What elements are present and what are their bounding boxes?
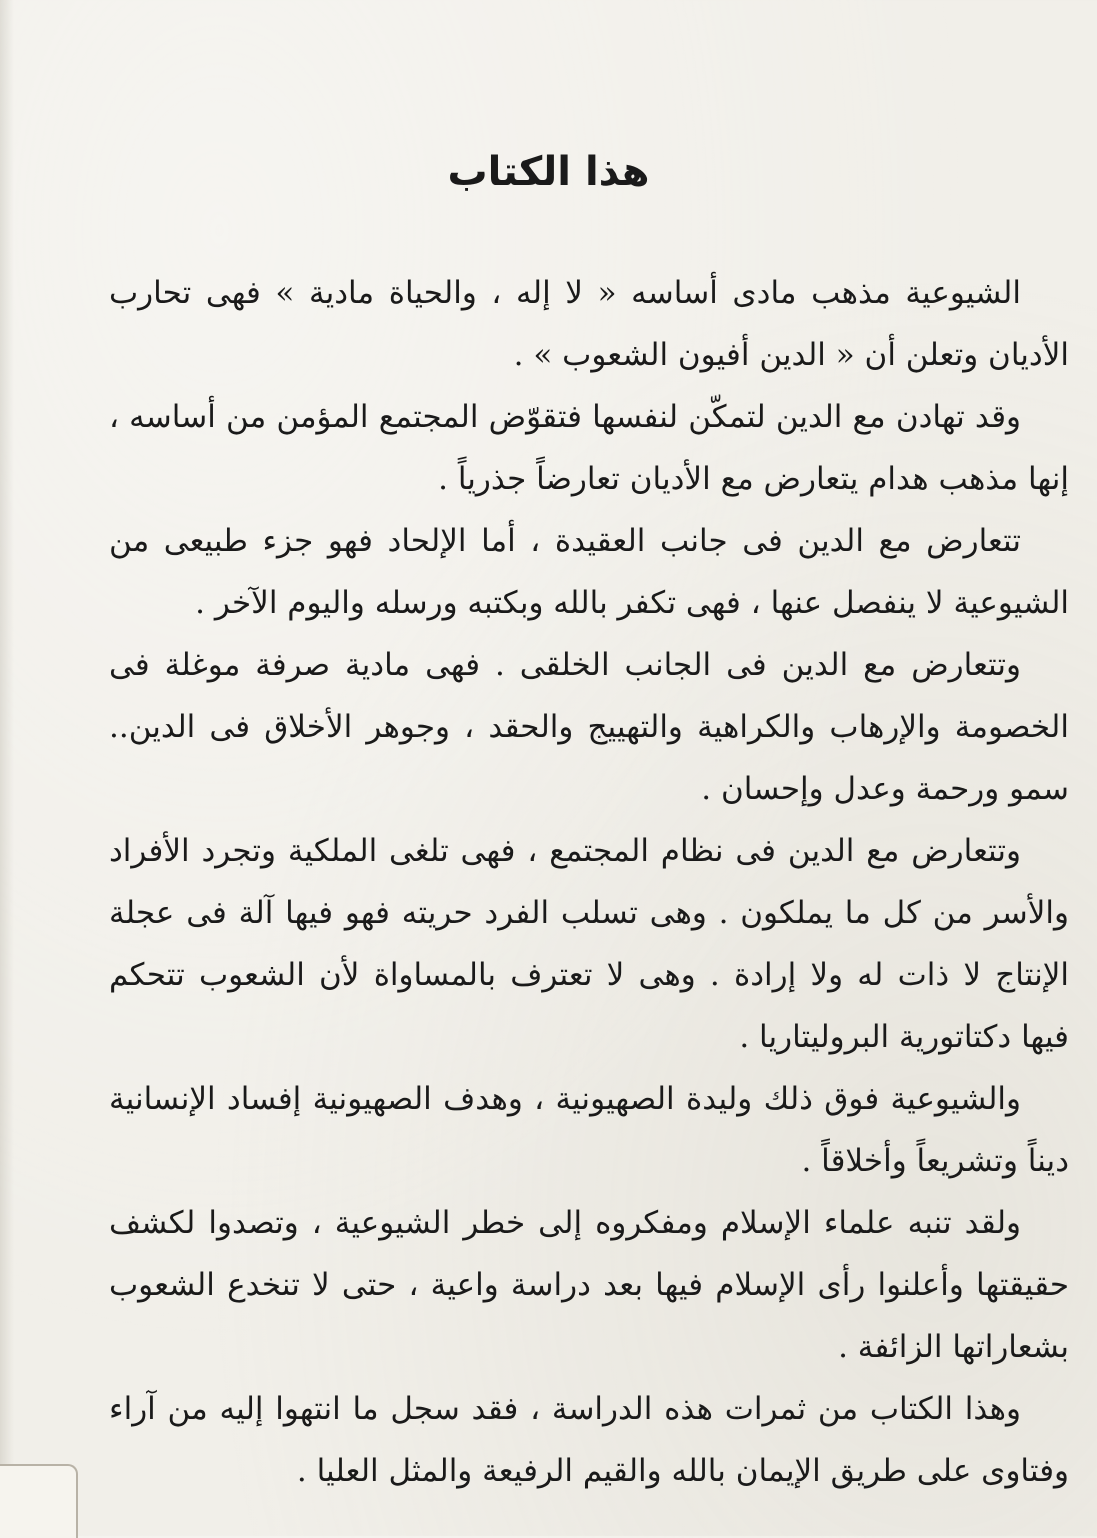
paragraph-7: ولقد تنبه علماء الإسلام ومفكروه إلى خطر الشيوعية ، وتصدوا لكشف حقيقتها وأعلنوا رأى الإسلام فيها بعد دراسة واعية ، حتى لا تنخدع الشعوب بشعاراتها الزائفة . — [109, 1205, 1069, 1365]
body-text — [109, 262, 1069, 1502]
paragraph-5: وتتعارض مع الدين فى نظام المجتمع ، فهى تلغى الملكية وتجرد الأفراد والأسر من كل ما يملكون . وهى تسلب الفرد حريته فهو فيها آلة فى عجلة الإنتاج لا ذات له ولا إرادة . وهى لا تعترف بالمساواة لأن الشعوب تتحكم فيها دكتاتورية البروليتاريا . — [109, 833, 1069, 1055]
paragraph-6: والشيوعية فوق ذلك وليدة الصهيونية ، وهدف الصهيونية إفساد الإنسانية ديناً وتشريعاً وأخلاقاً . — [109, 1081, 1069, 1179]
page-edge-shadow — [0, 0, 14, 1536]
paragraph-2: وقد تهادن مع الدين لتمكّن لنفسها فتقوّض المجتمع المؤمن من أساسه ، إنها مذهب هدام يتعارض مع الأديان تعارضاً جذرياً . — [109, 399, 1069, 497]
paragraph-1: الشيوعية مذهب مادى أساسه « لا إله ، والحياة مادية » فهى تحارب الأديان وتعلن أن « الدين أفيون الشعوب » . — [109, 275, 1069, 373]
page-title: هذا الكتاب — [447, 149, 650, 195]
paragraph-4: وتتعارض مع الدين فى الجانب الخلقى . فهى مادية صرفة موغلة فى الخصومة والإرهاب والكراهية والتهييج والحقد ، وجوهر الأخلاق فى الدين.. سمو ورحمة وعدل وإحسان . — [109, 647, 1069, 807]
paragraph-8: وهذا الكتاب من ثمرات هذه الدراسة ، فقد سجل ما انتهوا إليه من آراء وفتاوى على طريق الإيمان بالله والقيم الرفيعة والمثل العليا . — [109, 1391, 1069, 1489]
page-tab-mark — [0, 1464, 78, 1538]
paragraph-3: تتعارض مع الدين فى جانب العقيدة ، أما الإلحاد فهو جزء طبيعى من الشيوعية لا ينفصل عنها ، فهى تكفر بالله وبكتبه ورسله واليوم الآخر . — [109, 523, 1069, 621]
